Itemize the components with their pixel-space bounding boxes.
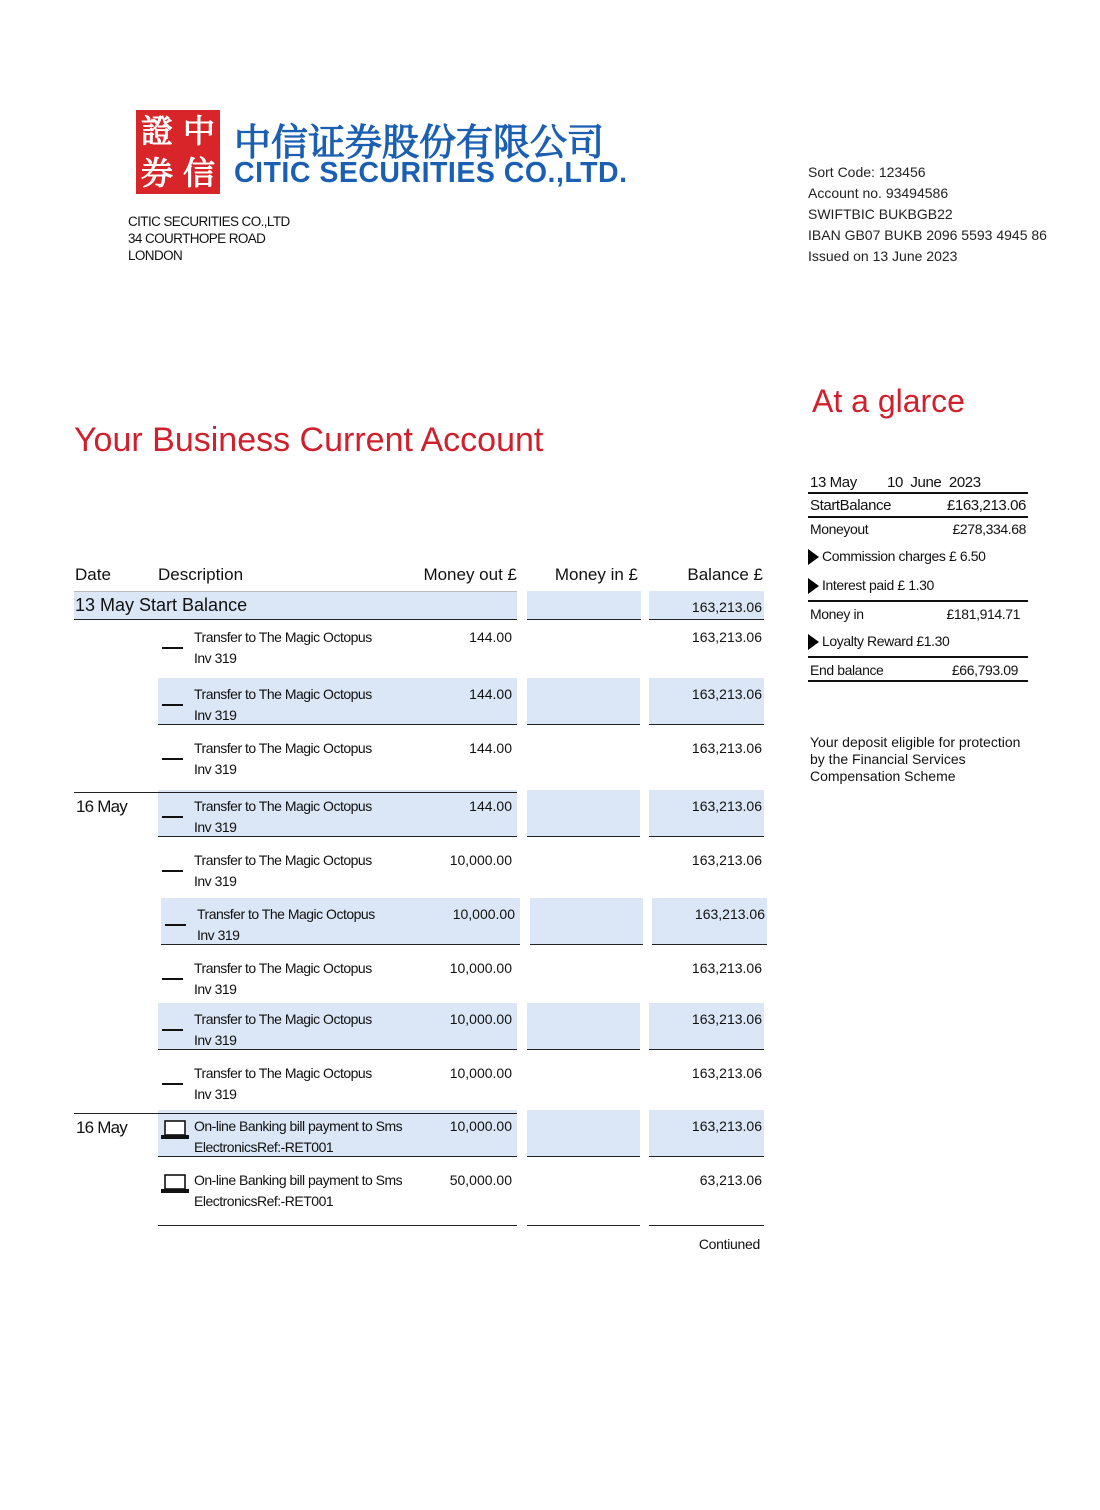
row-divider xyxy=(527,1225,640,1226)
transaction-description: On-line Banking bill payment to Sms xyxy=(194,1118,403,1134)
row-divider xyxy=(74,792,517,793)
divider xyxy=(808,656,1028,658)
row-divider xyxy=(530,944,643,945)
company-name-chinese: 中信证券股份有限公司 xyxy=(234,121,604,164)
balance-value: 163,213.06 xyxy=(691,740,762,756)
continued-note: Contiuned xyxy=(698,1236,760,1252)
interest-text: Interest paid £ 1.30 xyxy=(822,577,934,593)
commission-line xyxy=(808,548,986,565)
balance-value: 163,213.06 xyxy=(691,960,762,976)
balance-value: 163,213.06 xyxy=(694,906,765,922)
money-out-value: 50,000.00 xyxy=(449,1172,512,1188)
row-divider xyxy=(74,619,517,620)
notice-line: Compensation Scheme xyxy=(810,768,956,784)
transaction-description: Transfer to The Magic Octopus xyxy=(197,906,375,922)
transaction-description: Transfer to The Magic Octopus xyxy=(194,1011,372,1027)
seal-char: 券 xyxy=(140,154,173,192)
dash-icon xyxy=(162,758,183,760)
start-balance-label: 13 May Start Balance xyxy=(75,595,248,615)
seal-char: 中 xyxy=(182,112,215,150)
balance-value: 163,213.06 xyxy=(691,798,762,814)
seal-char: 信 xyxy=(182,154,215,192)
balance-value: 63,213.06 xyxy=(699,1172,762,1188)
transaction-reference: Inv 319 xyxy=(194,650,237,666)
transaction-reference: Inv 319 xyxy=(194,819,237,835)
row-divider xyxy=(74,591,517,592)
transaction-description: Transfer to The Magic Octopus xyxy=(194,740,372,756)
header-money-in: Money in £ xyxy=(554,565,638,584)
transaction-reference: Inv 319 xyxy=(194,1086,237,1102)
row-divider xyxy=(649,619,764,620)
balance-value: 163,213.06 xyxy=(691,1118,762,1134)
dash-icon xyxy=(162,1029,183,1031)
issued-date: Issued on 13 June 2023 xyxy=(808,248,958,264)
row-highlight xyxy=(527,1003,640,1049)
swift-bic: SWIFTBIC BUKBGB22 xyxy=(808,206,953,222)
seal-char: 證 xyxy=(140,112,173,150)
row-divider xyxy=(527,1049,640,1050)
transaction-reference: Inv 319 xyxy=(194,1032,237,1048)
row-divider xyxy=(527,724,640,725)
header-balance: Balance £ xyxy=(687,565,763,584)
address-line: LONDON xyxy=(128,248,183,263)
transaction-reference: Inv 319 xyxy=(194,873,237,889)
transaction-description: On-line Banking bill payment to Sms xyxy=(194,1172,403,1188)
loyalty-text: Loyalty Reward £1.30 xyxy=(822,633,950,649)
glance-period-end: 10 June 2023 xyxy=(887,474,981,491)
money-in-value: £181,914.71 xyxy=(946,606,1020,622)
money-out-value: 144.00 xyxy=(469,686,512,702)
row-divider xyxy=(527,1156,640,1157)
date-label: 16 May xyxy=(76,1118,127,1137)
transaction-description: Transfer to The Magic Octopus xyxy=(194,1065,372,1081)
glance-period-start: 13 May xyxy=(810,474,857,491)
deposit-protection-notice xyxy=(810,734,1050,785)
money-in-label: Money in xyxy=(810,606,864,622)
dash-icon xyxy=(162,978,183,980)
notice-line: Your deposit eligible for protection xyxy=(810,734,1021,750)
address-line: 34 COURTHOPE ROAD xyxy=(128,231,266,246)
header-money-out: Money out £ xyxy=(423,565,517,584)
divider xyxy=(808,680,1028,682)
start-balance-label: StartBalance xyxy=(810,497,892,514)
triangle-bullet-icon xyxy=(808,578,819,594)
row-divider xyxy=(649,724,764,725)
row-highlight xyxy=(527,678,640,724)
iban: IBAN GB07 BUKB 2096 5593 4945 86 xyxy=(808,227,1047,243)
dash-icon xyxy=(162,647,183,649)
row-highlight xyxy=(527,790,640,836)
account-number: Account no. 93494586 xyxy=(808,185,949,201)
transaction-reference: ElectronicsRef:-RET001 xyxy=(194,1193,334,1209)
transaction-reference: Inv 319 xyxy=(194,761,237,777)
transaction-description: Transfer to The Magic Octopus xyxy=(194,686,372,702)
transaction-description: Transfer to The Magic Octopus xyxy=(194,960,372,976)
balance-value: 163,213.06 xyxy=(691,629,762,645)
company-name-english: CITIC SECURITIES CO.,LTD. xyxy=(234,157,628,189)
start-balance-value: 163,213.06 xyxy=(691,599,762,615)
money-out-value: 10,000.00 xyxy=(449,1118,512,1134)
transaction-reference: Inv 319 xyxy=(194,707,237,723)
header-description: Description xyxy=(158,565,244,584)
laptop-icon xyxy=(160,1119,190,1141)
balance-value: 163,213.06 xyxy=(691,1065,762,1081)
date-label: 16 May xyxy=(76,797,127,816)
money-out-value: 144.00 xyxy=(469,798,512,814)
start-balance-value: £163,213.06 xyxy=(946,497,1026,514)
row-divider xyxy=(649,1049,764,1050)
dash-icon xyxy=(162,870,183,872)
divider xyxy=(808,492,1028,494)
address-line: CITIC SECURITIES CO.,LTD xyxy=(128,214,290,229)
money-out-value: 10,000.00 xyxy=(449,960,512,976)
header-date: Date xyxy=(75,565,111,584)
transaction-description: Transfer to The Magic Octopus xyxy=(194,629,372,645)
start-row-in-bg xyxy=(527,591,641,619)
row-highlight xyxy=(527,1110,640,1156)
loyalty-line xyxy=(808,633,949,650)
dash-icon xyxy=(162,704,183,706)
divider xyxy=(808,600,1028,602)
end-balance-value: £66,793.09 xyxy=(951,662,1018,678)
row-divider xyxy=(649,1225,764,1226)
transaction-reference: Inv 319 xyxy=(197,927,240,943)
balance-value: 163,213.06 xyxy=(691,1011,762,1027)
dash-icon xyxy=(162,816,183,818)
divider xyxy=(808,516,1028,518)
row-highlight xyxy=(530,898,643,944)
row-divider xyxy=(652,944,767,945)
money-out-value: 10,000.00 xyxy=(449,852,512,868)
dash-icon xyxy=(165,924,186,926)
interest-line xyxy=(808,577,934,594)
laptop-icon xyxy=(160,1173,190,1195)
money-out-value: 144.00 xyxy=(469,629,512,645)
page-title: Your Business Current Account xyxy=(74,421,544,459)
money-out-value: 10,000.00 xyxy=(452,906,515,922)
row-divider xyxy=(158,1225,517,1226)
glance-title: At a glarce xyxy=(812,383,965,419)
money-out-value: 10,000.00 xyxy=(449,1011,512,1027)
commission-text: Commission charges £ 6.50 xyxy=(822,548,986,564)
end-balance-label: End balance xyxy=(810,662,884,678)
money-out-label: Moneyout xyxy=(810,521,869,537)
row-divider xyxy=(527,836,640,837)
transaction-description: Transfer to The Magic Octopus xyxy=(194,798,372,814)
balance-value: 163,213.06 xyxy=(691,686,762,702)
money-out-value: 10,000.00 xyxy=(449,1065,512,1081)
notice-line: by the Financial Services xyxy=(810,751,966,767)
triangle-bullet-icon xyxy=(808,634,819,650)
row-divider xyxy=(527,619,641,620)
row-divider xyxy=(649,1156,764,1157)
balance-value: 163,213.06 xyxy=(691,852,762,868)
dash-icon xyxy=(162,1083,183,1085)
logo-seal xyxy=(136,110,220,194)
row-divider xyxy=(74,1113,517,1114)
transaction-description: Transfer to The Magic Octopus xyxy=(194,852,372,868)
transaction-reference: Inv 319 xyxy=(194,981,237,997)
money-out-value: 144.00 xyxy=(469,740,512,756)
sort-code: Sort Code: 123456 xyxy=(808,164,926,180)
triangle-bullet-icon xyxy=(808,549,819,565)
row-divider xyxy=(649,836,764,837)
transaction-reference: ElectronicsRef:-RET001 xyxy=(194,1139,334,1155)
money-out-value: £278,334.68 xyxy=(952,521,1026,537)
